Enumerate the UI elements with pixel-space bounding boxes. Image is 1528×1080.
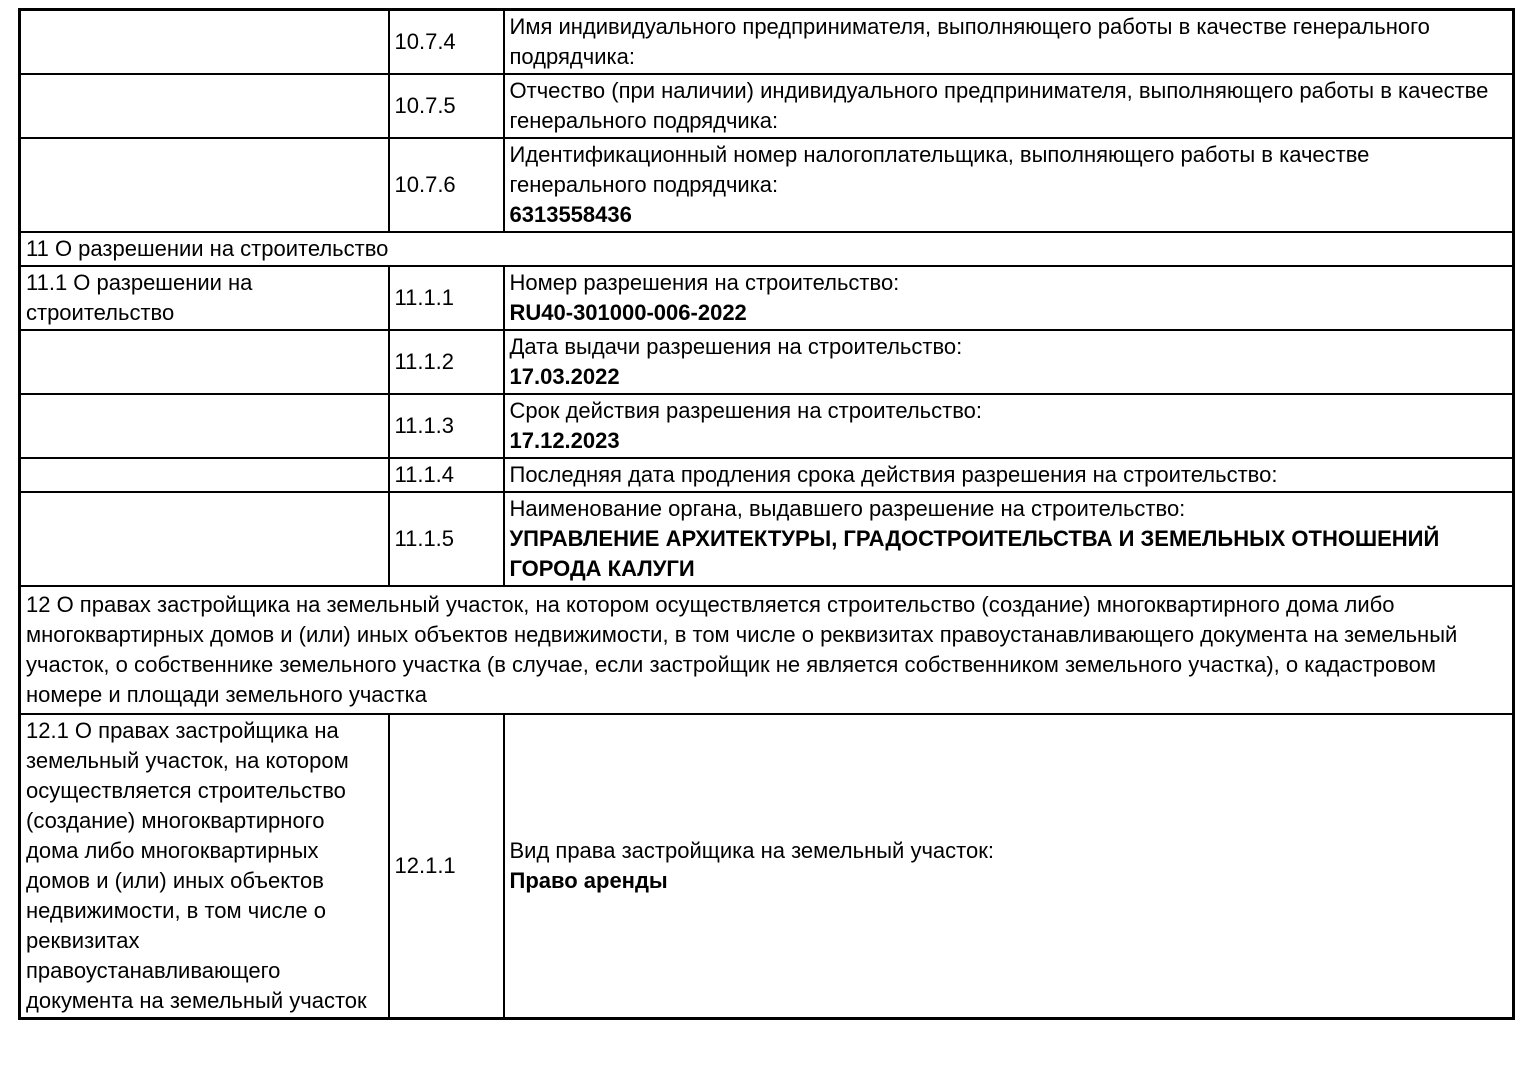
table-row-10-7-4 [20, 10, 1514, 75]
field-value: 17.12.2023 [509, 428, 620, 453]
table-row-11-1-3 [20, 394, 1514, 458]
row-group-cell [20, 492, 389, 586]
row-group-cell [20, 138, 389, 232]
row-code: 11.1.2 [389, 330, 504, 394]
row-group-cell: 11.1 О разрешении на строительство [20, 266, 389, 330]
table-row-11-1-5 [20, 492, 1514, 586]
row-content-cell [504, 394, 1514, 458]
section-title: 12 О правах застройщика на земельный участок, на котором осуществляется строительство (создание) многоквартирного дома либо многоквартирных домов и (или) иных объектов недвижимости, в том числе о реквизитах правоустанавливающего документа на земельный участок, о собственнике земельного участка (в случае, если застройщик не является собственником земельного участка), о кадастровом номере и площади земельного участка [20, 586, 1514, 714]
field-label: Дата выдачи разрешения на строительство: [509, 334, 963, 359]
row-content-cell [504, 714, 1514, 1019]
row-content-cell [504, 266, 1514, 330]
row-group-cell [20, 74, 389, 138]
row-code: 10.7.6 [389, 138, 504, 232]
row-code: 10.7.5 [389, 74, 504, 138]
field-value: 17.03.2022 [509, 364, 620, 389]
row-content-cell [504, 492, 1514, 586]
row-group-cell [20, 10, 389, 75]
row-code: 12.1.1 [389, 714, 504, 1019]
table-row-12-1-1 [20, 714, 1514, 1019]
table-row-11-1-1 [20, 266, 1514, 330]
section-row-12 [20, 586, 1514, 714]
field-value: Право аренды [509, 868, 668, 893]
row-group-cell [20, 458, 389, 492]
row-code: 11.1.4 [389, 458, 504, 492]
field-label: Вид права застройщика на земельный участок: [509, 838, 994, 863]
field-label: Последняя дата продления срока действия разрешения на строительство: [509, 462, 1278, 487]
field-label: Отчество (при наличии) индивидуального предпринимателя, выполняющего работы в качестве генерального подрядчика: [509, 78, 1489, 133]
field-label: Наименование органа, выдавшего разрешение на строительство: [509, 496, 1186, 521]
row-group-cell [20, 394, 389, 458]
row-group-cell [20, 330, 389, 394]
field-label: Имя индивидуального предпринимателя, выполняющего работы в качестве генерального подрядчика: [509, 14, 1430, 69]
row-content-cell [504, 330, 1514, 394]
row-group-cell: 12.1 О правах застройщика на земельный участок, на котором осуществляется строительство (создание) многоквартирного дома либо многоквартирных домов и (или) иных объектов недвижимости, в том числе о реквизитах правоустанавливающего документа на земельный участок [20, 714, 389, 1019]
row-content-cell [504, 10, 1514, 75]
field-label: Идентификационный номер налогоплательщика, выполняющего работы в качестве генерального подрядчика: [509, 142, 1370, 197]
row-code: 11.1.5 [389, 492, 504, 586]
row-code: 11.1.1 [389, 266, 504, 330]
row-content-cell [504, 138, 1514, 232]
table-row-10-7-6 [20, 138, 1514, 232]
table-row-11-1-2 [20, 330, 1514, 394]
row-content-cell [504, 74, 1514, 138]
table-row-10-7-5 [20, 74, 1514, 138]
row-code: 10.7.4 [389, 10, 504, 75]
row-content-cell [504, 458, 1514, 492]
field-value: RU40-301000-006-2022 [509, 300, 747, 325]
field-label: Срок действия разрешения на строительство: [509, 398, 982, 423]
declaration-table [18, 8, 1515, 1020]
table-row-11-1-4 [20, 458, 1514, 492]
field-label: Номер разрешения на строительство: [509, 270, 900, 295]
section-title: 11 О разрешении на строительство [20, 232, 1514, 266]
field-value: УПРАВЛЕНИЕ АРХИТЕКТУРЫ, ГРАДОСТРОИТЕЛЬСТВА И ЗЕМЕЛЬНЫХ ОТНОШЕНИЙ ГОРОДА КАЛУГИ [509, 526, 1440, 581]
section-row-11 [20, 232, 1514, 266]
field-value: 6313558436 [509, 202, 632, 227]
document-page [0, 8, 1528, 1080]
row-code: 11.1.3 [389, 394, 504, 458]
